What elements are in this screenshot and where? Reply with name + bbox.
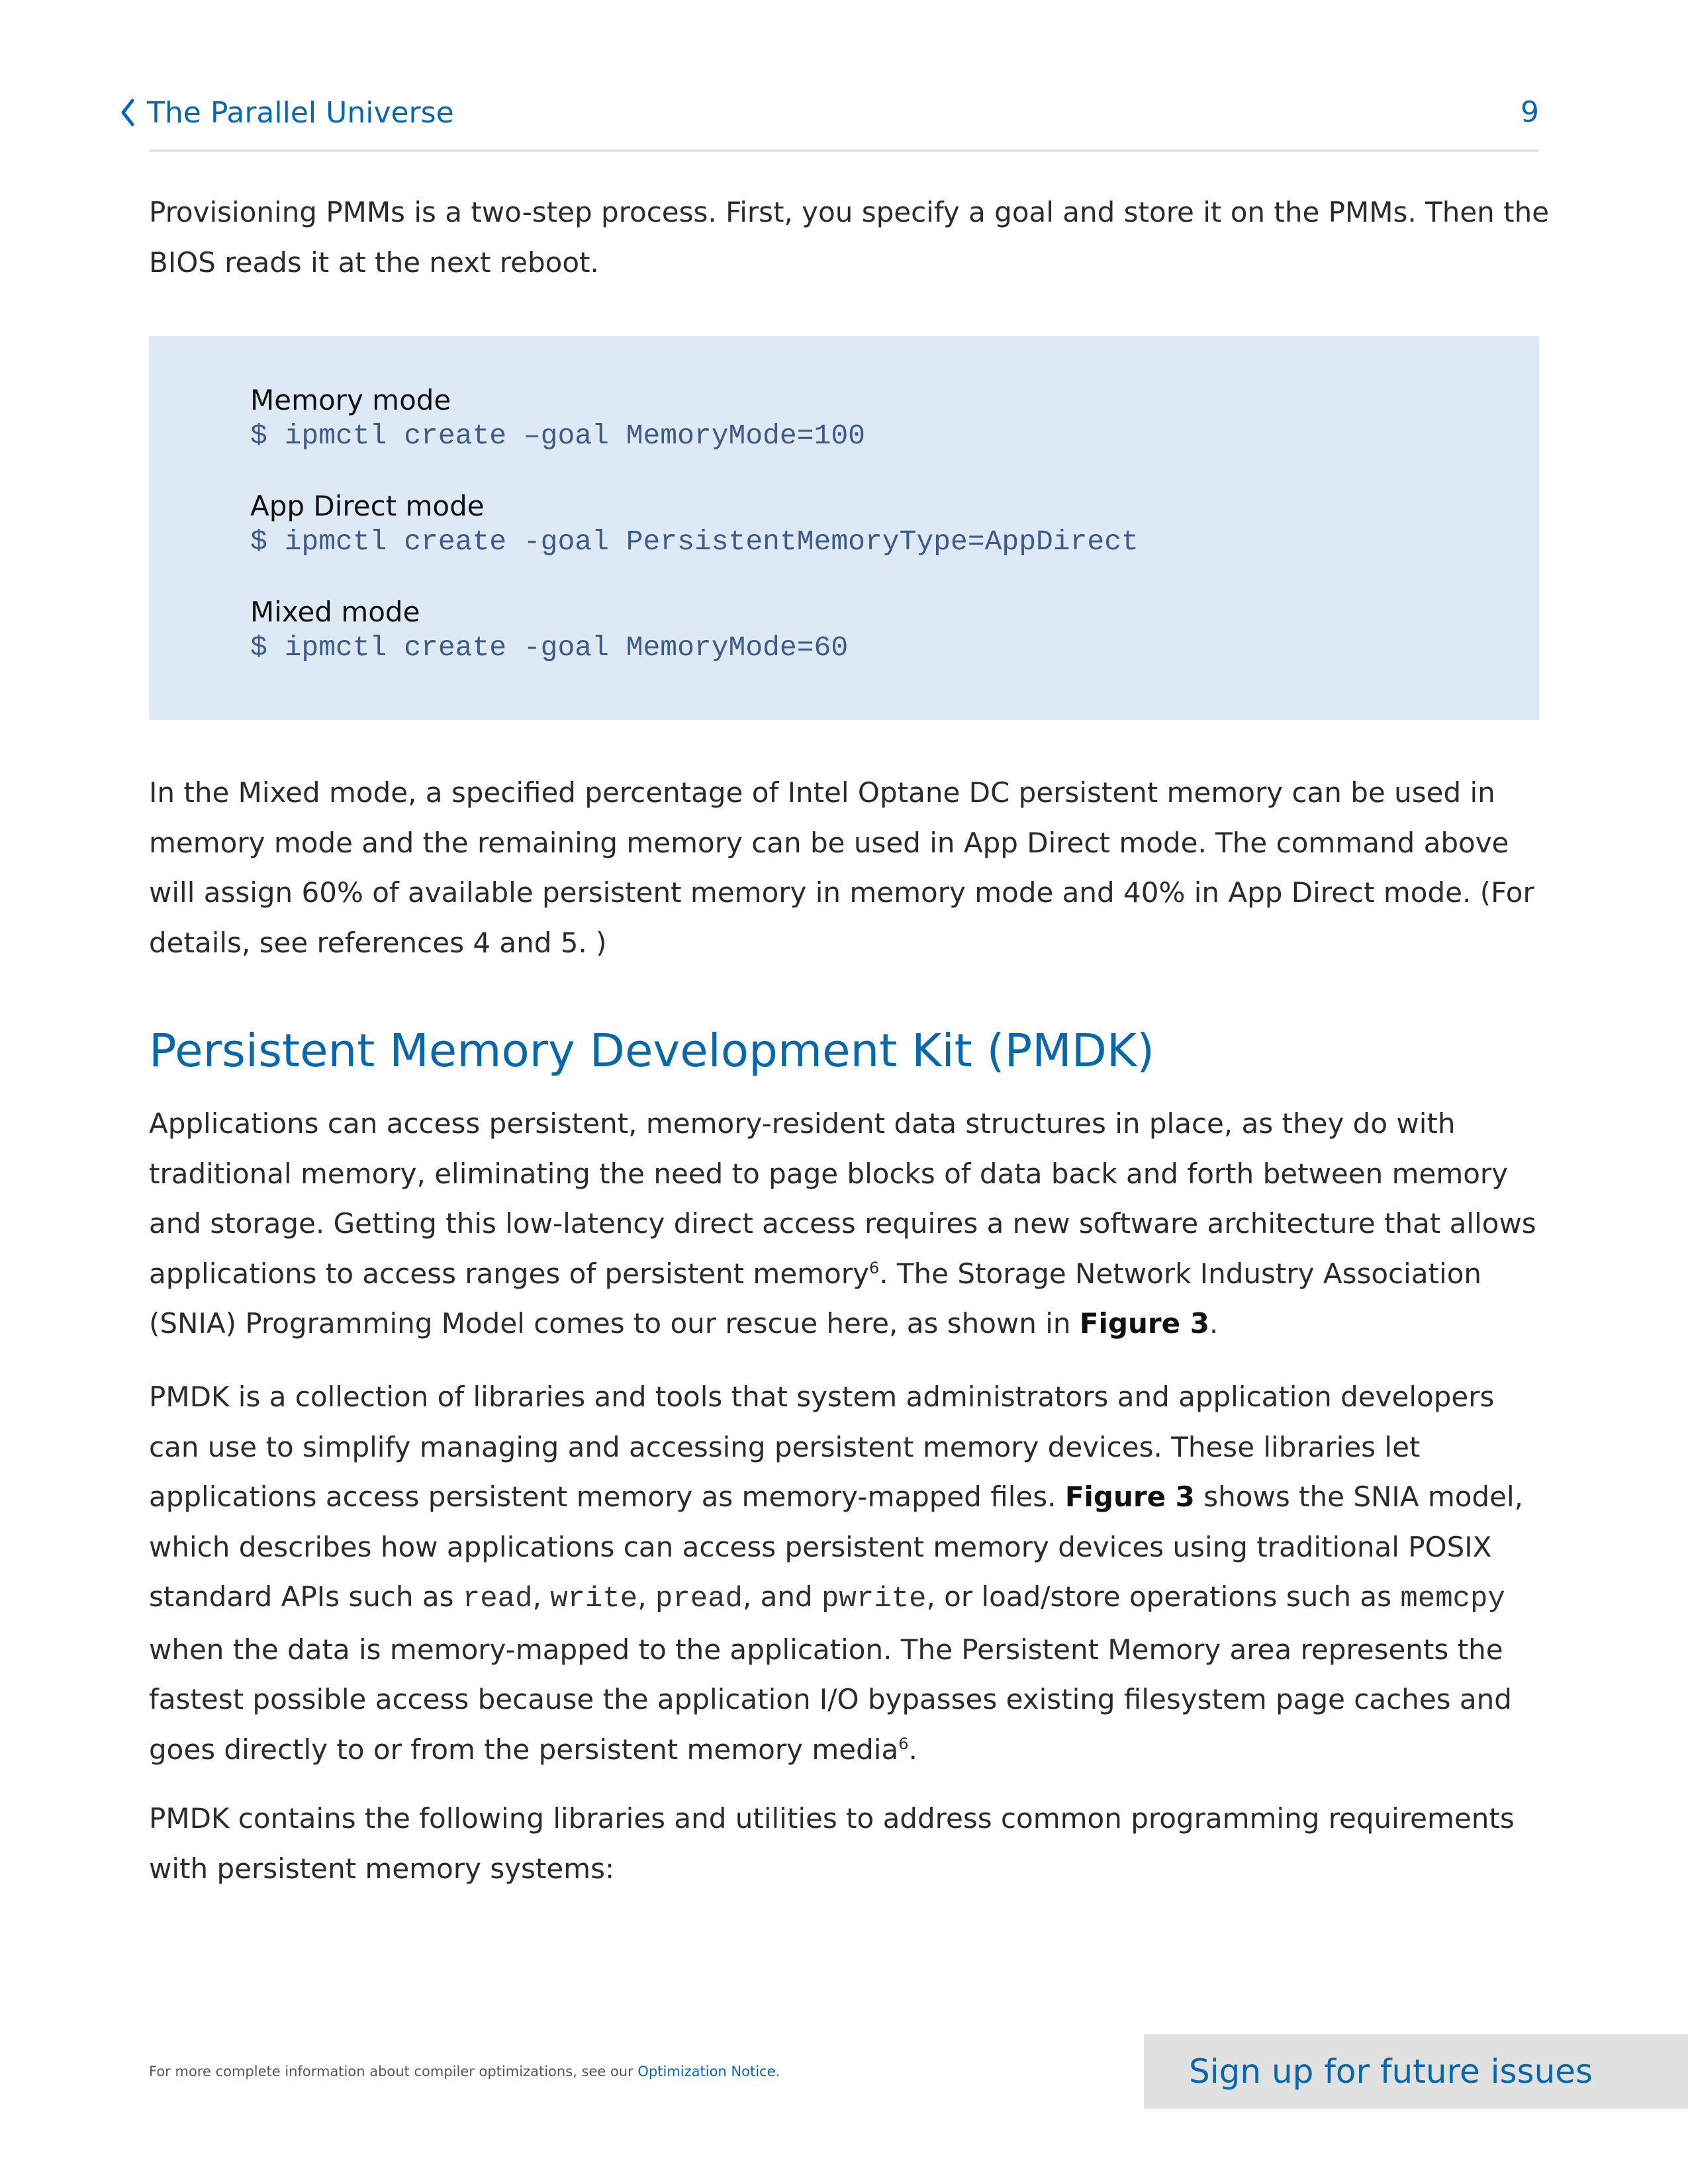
text-span: when the data is memory-mapped to the application. The Persistent Memory area represents the fastest possible access because the application I/O bypasses existing filesystem page caches and goes directly to or from the persistent memory media [149,1633,1512,1766]
figure-reference: Figure 3 [1079,1307,1209,1340]
footer-note-text: . [775,2064,780,2079]
mixed-mode-paragraph: In the Mixed mode, a specified percentage of Intel Optane DC persistent memory can be used in memory mode and the remaining memory can be used in App Direct mode. The command above will assign 60% of available persistent memory in memory mode and 40% in App Direct mode. (For details, see references 4 and 5. ) [149,776,1534,959]
page-header [149,93,1539,152]
text-span: . [1209,1307,1219,1340]
code-memcpy: memcpy [1400,1582,1505,1615]
figure-reference: Figure 3 [1064,1480,1195,1513]
memory-mode-command: $ ipmctl create –goal MemoryMode=100 [250,420,865,452]
app-direct-mode-command: $ ipmctl create -goal PersistentMemoryType=AppDirect [250,525,1139,558]
text-span: . The Storage Network Industry Association (SNIA) Programming Model comes to our rescue here, as shown in [149,1257,1482,1340]
text-span: , [637,1580,655,1613]
back-link[interactable] [119,93,454,132]
publication-title: The Parallel Universe [147,95,454,130]
chevron-left-icon [119,98,136,127]
code-box [149,336,1539,720]
footer-note [149,2064,780,2079]
text-span: , [532,1580,551,1613]
page-number: 9 [1521,95,1539,129]
code-pread: pread [655,1582,743,1615]
intro-paragraph: Provisioning PMMs is a two-step process. First, you specify a goal and store it on the PMMs. Then the BIOS reads it at the next reboot. [149,196,1550,279]
app-direct-mode-label: App Direct mode [250,490,485,522]
text-span: , and [742,1580,822,1613]
text-span: PMDK is a collection of libraries and tools that system administrators and application developers can use to simplify managing and accessing persistent memory devices. These libraries let applications access persistent memory as memory-mapped files. [149,1381,1495,1513]
mixed-mode-command: $ ipmctl create -goal MemoryMode=60 [250,631,849,664]
code-write: write [550,1582,638,1615]
section-heading: Persistent Memory Development Kit (PMDK) [149,1024,1155,1077]
memory-mode-label: Memory mode [250,384,451,416]
footer-note-text: For more complete information about compiler optimizations, see our [149,2064,638,2079]
text-span: . [908,1733,917,1766]
pmdk-paragraph-3: PMDK contains the following libraries and utilities to address common programming requirements with persistent memory systems: [149,1802,1515,1885]
text-span: Applications can access persistent, memory-resident data structures in place, as they do with traditional memory, eliminating the need to page blocks of data back and forth between memory and storage. Getting this low-latency direct access requires a new software architecture that allows applications to access ranges of persistent memory [149,1107,1536,1290]
code-read: read [462,1582,533,1615]
signup-button[interactable] [1144,2034,1688,2109]
reference-superscript: 6 [868,1258,880,1277]
code-pwrite: pwrite [821,1582,927,1615]
optimization-notice-link[interactable]: Optimization Notice [637,2064,776,2079]
reference-superscript: 6 [898,1734,909,1753]
text-span: shows the SNIA model, which describes how applications can access persistent memory devices using traditional POSIX standard APIs such as [149,1480,1524,1613]
signup-label: Sign up for future issues [1189,2052,1593,2091]
text-span: , or load/store operations such as [926,1580,1401,1613]
mixed-mode-label: Mixed mode [250,596,420,628]
pmdk-paragraph-2 [149,1372,1552,1774]
pmdk-paragraph-1 [149,1099,1552,1349]
